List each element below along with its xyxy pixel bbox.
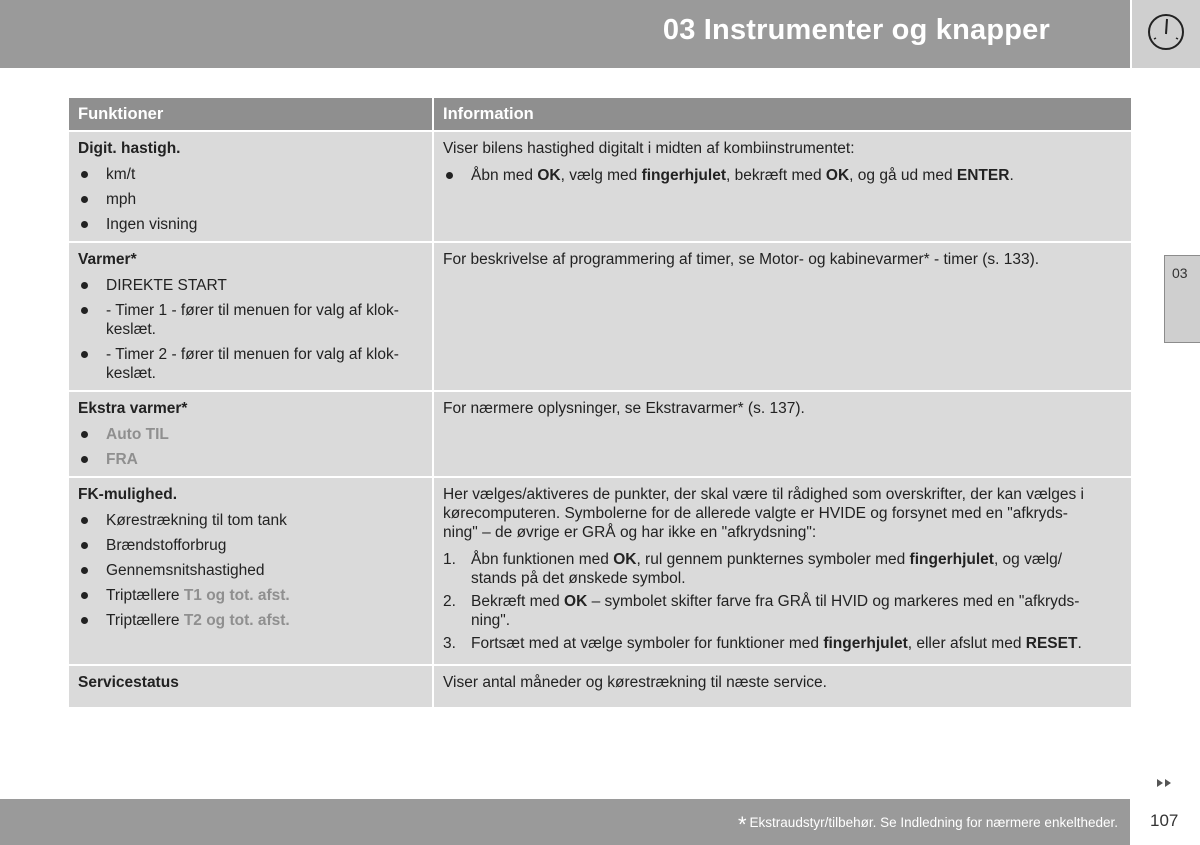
option-item: FRA: [78, 450, 423, 469]
table-row: [69, 242, 1131, 391]
column-header-information: Information: [433, 98, 1131, 131]
info-text: Her vælges/aktiveres de punkter, der skal være til rådighed som overskrifter, der kan vælges i kørecomputeren. Symbolerne for de allerede valgte er HVIDE og forsynet med en "afkryds- ning" – de øvrige er GRÅ og har ikke en "afkrydsning":: [443, 486, 1084, 541]
option-list: [78, 165, 423, 234]
information-cell: [433, 665, 1131, 707]
info-text: For beskrivelse af programmering af timer, se Motor- og kabinevarmer* - timer (s. 133).: [443, 251, 1040, 268]
info-bullets: [443, 166, 1122, 185]
info-bullet: Åbn med OK, vælg med fingerhjulet, bekræft med OK, og gå ud med ENTER.: [443, 166, 1122, 185]
table-row: [69, 391, 1131, 477]
chapter-tab-label: 03: [1172, 265, 1188, 281]
function-cell: [69, 477, 433, 665]
option-list: [78, 511, 423, 630]
information-cell: [433, 242, 1131, 391]
function-cell: [69, 242, 433, 391]
page-number: 107: [1150, 811, 1179, 830]
option-item: - Timer 1 - fører til menuen for valg af klok- keslæt.: [78, 301, 423, 339]
steps-list: [443, 550, 1122, 653]
footnote: * Ekstraudstyr/tilbehør. Se Indledning for nærmere enkeltheder.: [737, 812, 1118, 837]
info-text: Viser antal måneder og kørestrækning til næste service.: [443, 674, 827, 691]
option-list: [78, 276, 423, 383]
option-item: Auto TIL: [78, 425, 423, 444]
option-list: [78, 425, 423, 469]
function-title: Digit. hastigh.: [78, 140, 181, 157]
option-item: Ingen visning: [78, 215, 423, 234]
information-cell: [433, 477, 1131, 665]
information-cell: [433, 391, 1131, 477]
step-item: 1. Åbn funktionen med OK, rul gennem punkternes symboler med fingerhjulet, og vælg/ stands på det ønskede symbol.: [443, 551, 1062, 587]
function-title: FK-mulighed.: [78, 486, 178, 503]
function-cell: [69, 665, 433, 707]
step-item: 2. Bekræft med OK – symbolet skifter farve fra GRÅ til HVID og markeres med en "afkryds- ning".: [443, 593, 1080, 629]
option-item: Triptællere T1 og tot. afst.: [78, 586, 423, 605]
chapter-tab[interactable]: [1164, 255, 1200, 343]
table-row: [69, 131, 1131, 242]
page-number-box: [1132, 799, 1200, 845]
info-text: Viser bilens hastighed digitalt i midten af kombiinstrumentet:: [443, 140, 855, 157]
table-row: [69, 665, 1131, 707]
header-icon-box: [1132, 0, 1200, 68]
function-title: Ekstra varmer*: [78, 400, 188, 417]
option-item: Gennemsnitshastighed: [78, 561, 423, 580]
option-item: Kørestrækning til tom tank: [78, 511, 423, 530]
page-title: 03 Instrumenter og knapper: [662, 14, 1050, 46]
function-title: Servicestatus: [78, 674, 179, 691]
option-item: Brændstofforbrug: [78, 536, 423, 555]
function-title: Varmer*: [78, 251, 137, 268]
header-bar: [0, 0, 1130, 68]
option-item: Triptællere T2 og tot. afst.: [78, 611, 423, 630]
option-item: - Timer 2 - fører til menuen for valg af klok- keslæt.: [78, 345, 423, 383]
column-header-functions: Funktioner: [69, 98, 433, 131]
footer-bar: [0, 799, 1130, 845]
functions-table: [69, 98, 1131, 707]
step-item: 3. Fortsæt med at vælge symboler for funktioner med fingerhjulet, eller afslut med RESET.: [443, 635, 1082, 652]
double-arrow-right-icon[interactable]: [1156, 776, 1174, 794]
table-row: [69, 477, 1131, 665]
information-cell: [433, 131, 1131, 242]
function-cell: [69, 391, 433, 477]
option-item: mph: [78, 190, 423, 209]
gauge-icon: [1146, 12, 1186, 52]
info-text: For nærmere oplysninger, se Ekstravarmer* (s. 137).: [443, 400, 805, 417]
function-cell: [69, 131, 433, 242]
option-item: DIREKTE START: [78, 276, 423, 295]
option-item: km/t: [78, 165, 423, 184]
table-header-row: [69, 98, 1131, 131]
